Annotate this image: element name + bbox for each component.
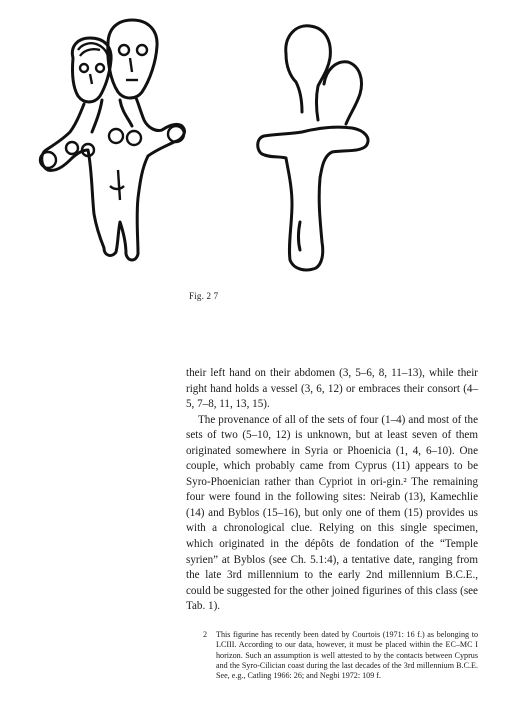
figure-illustration	[0, 0, 512, 300]
figurine-rear-view	[258, 26, 368, 270]
figurine-front-view	[42, 20, 185, 260]
figure-caption: Fig. 2 7	[189, 291, 219, 301]
body-paragraph-1: their left hand on their abdomen (3, 5–6, 8, 11–13), while their right hand holds a vessel (3, 6, 12) or embraces their consort (4–5, 7–8, 11, 13, 15).	[186, 367, 478, 411]
body-text	[186, 366, 478, 615]
body-paragraph-2: The provenance of all of the sets of four (1–4) and most of the sets of two (5–10, 12) is unknown, but at least seven of them originated somewhere in Syria or Phoenicia (1, 4, 6–10). One couple, which probably came from Cyprus (11) appears to be Syro-Phoenician rather than Cypriot in ori-gin.² The remaining four were found in the following sites: Neirab (13), Kamechlie (14) and Byblos (15–16), but only one of them (15) provides us with a chronological clue. Relying on this single specimen, which originated in the dépôts de fondation of the “Temple syrien” at Byblos (see Ch. 5.1:4), a tentative date, ranging from the late 3rd millennium to the early 2nd millennium B.C.E., could be suggested for the other joined figurines of this class (see Tab. 1).	[186, 413, 478, 613]
footnote-text: This figurine has recently been dated by Courtois (1971: 16 f.) as belonging to LCIII. According to our data, however, it must be placed within the EC–MC I horizon. Such an assumption is well attested to by the contacts between Cyprus and the Syro-Cilician coast during the last decades of the 3rd millennium B.C.E. See, e.g., Catling 1966: 26; and Negbi 1972: 109 f.	[216, 630, 478, 681]
figurine-drawings	[0, 0, 512, 300]
footnote-number: 2	[203, 630, 208, 639]
footnote	[203, 630, 478, 681]
